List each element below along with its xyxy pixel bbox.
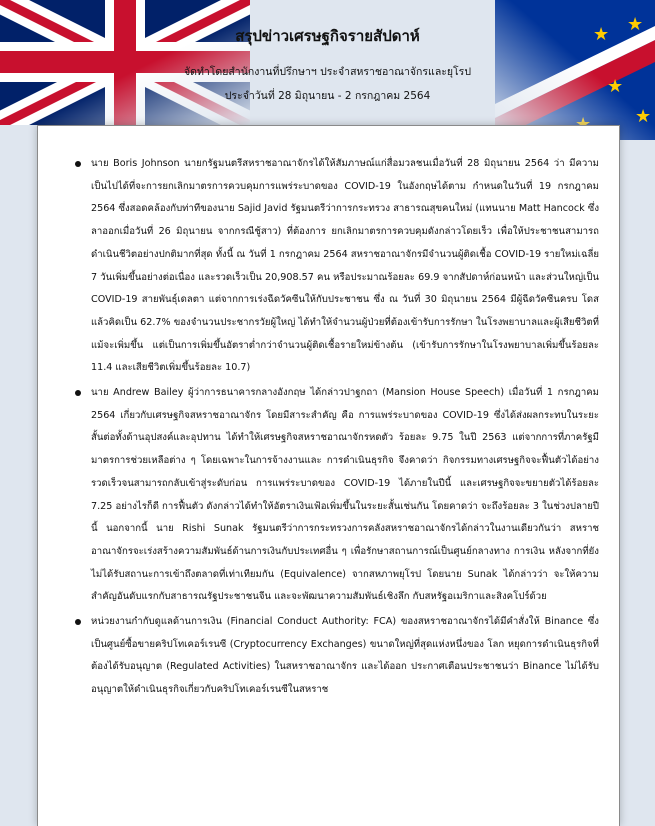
- report-title: สรุปข่าวเศรษฐกิจรายสัปดาห์: [235, 27, 420, 45]
- news-item: [91, 611, 599, 702]
- bullet-icon: [75, 390, 81, 396]
- news-item-text: นาย Andrew Bailey ผู้ว่าการธนาคารกลางอังกฤษ ได้กล่าวปาฐกถา (Mansion House Speech) เมื่อวันที่ 1 กรกฎาคม 2564 เกี่ยวกับเศรษฐกิจสหราชอาณาจักร โดยมีสาระสำคัญ คือ การแพร่ระบาดของ COVID-19 ซึ่งได้ส่งผลกระทบในระยะสั้นต่อทั้งด้านอุปสงค์และอุปทาน ได้ทำให้เศรษฐกิจสหราชอาณาจักรหดตัว ร้อยละ 9.75 ในปี 2563 แต่จากการที่ภาครัฐมีมาตรการช่วยเหลือต่าง ๆ โดยเฉพาะในการจ้างงานและ การดำเนินธุรกิจ จึงคาดว่า กิจกรรมทางเศรษฐกิจจะฟื้นตัวได้อย่างรวดเร็วจนสามารถกลับเข้าสู่ระดับก่อน การแพร่ระบาดของ COVID-19 ได้ภายในปีนี้ และเศรษฐกิจจะขยายตัวได้ร้อยละ 7.25 อย่างไรก็ดี การฟื้นตัว ดังกล่าวได้ทำให้อัตราเงินเฟ้อเพิ่มขึ้นในระยะสั้นเช่นกัน โดยคาดว่า จะถึงร้อยละ 3 ในช่วงปลายปีนี้ นอกจากนี้ นาย Rishi Sunak รัฐมนตรีว่าการกระทรวงการคลังสหราชอาณาจักรได้กล่าวในงานเดียวกันว่า สหราช อาณาจักรจะเร่งสร้างความสัมพันธ์ด้านการเงินกับประเทศอื่น ๆ เพื่อรักษาสถานการณ์เป็นศูนย์กลางทาง การเงิน หลังจากที่ยังไม่ได้รับสถานะการเข้าถึงตลาดที่เท่าเทียมกัน (Equivalence) จากสหภาพยุโรป โดยนาย Sunak ได้กล่าวว่า จะให้ความสำคัญอันดับแรกกับสาธารณรัฐประชาชนจีน และจะพัฒนาความสัมพันธ์เชิงลึก กับสหรัฐอเมริกาและสิงคโปร์ด้วย: [91, 387, 599, 603]
- news-item: [91, 153, 599, 380]
- report-header: [0, 24, 655, 108]
- bullet-icon: [75, 161, 81, 167]
- report-period: ประจำวันที่ 28 มิถุนายน - 2 กรกฎาคม 2564: [224, 90, 431, 102]
- news-item-text: นาย Boris Johnson นายกรัฐมนตรีสหราชอาณาจักรได้ให้สัมภาษณ์แก่สื่อมวลชนเมื่อวันที่ 28 มิถุนายน 2564 ว่า มีความเป็นไปได้ที่จะการยกเลิกมาตรการควบคุมการแพร่ระบาดของ COVID-19 ในอังกฤษได้ตาม กำหนดในวันที่ 19 กรกฎาคม 2564 ซึ่งสอดคล้องกับท่าทีของนาย Sajid Javid รัฐมนตรีว่าการกระทรวง สาธารณสุขคนใหม่ (แทนนาย Matt Hancock ซึ่งลาออกเมื่อวันที่ 26 มิถุนายน จากกรณีชู้สาว) ที่ต้องการ ยกเลิกมาตรการควบคุมดังกล่าวโดยเร็ว เพื่อให้ประชาชนสามารถดำเนินชีวิตอย่างปกติมากที่สุด ทั้งนี้ ณ วันที่ 1 กรกฎาคม 2564 สหราชอาณาจักรมีจำนวนผู้ติดเชื้อ COVID-19 รายใหม่เฉลี่ย 7 วันเพิ่มขึ้นอย่างต่อเนื่อง และรวดเร็วเป็น 20,908.57 คน หรือประมาณร้อยละ 69.9 จากสัปดาห์ก่อนหน้า และส่วนใหญ่เป็น COVID-19 สายพันธุ์เดลตา แต่จากการเร่งฉีดวัคซีนให้กับประชาชน ซึ่ง ณ วันที่ 30 มิถุนายน 2564 มีผู้ฉีดวัคซีนครบ โดสแล้วคิดเป็น 62.7% ของจำนวนประชากรวัยผู้ใหญ่ ได้ทำให้จำนวนผู้ป่วยที่ต้องเข้ารับการรักษา ในโรงพยาบาลและผู้เสียชีวิตที่แม้จะเพิ่มขึ้น แต่เป็นการเพิ่มขึ้นอัตราต่ำกว่าจำนวนผู้ติดเชื้อรายใหม่ข้างต้น (เข้ารับการรักษาในโรงพยาบาลเพิ่มขึ้นร้อยละ 11.4 และเสียชีวิตเพิ่มขึ้นร้อยละ 10.7): [91, 158, 599, 374]
- bullet-icon: [75, 619, 81, 625]
- news-panel: [37, 125, 620, 826]
- news-item-text: หน่วยงานกำกับดูแลด้านการเงิน (Financial Conduct Authority: FCA) ของสหราชอาณาจักรได้มีคำสั่งให้ Binance ซึ่งเป็นศูนย์ซื้อขายคริปโทเคอร์เรนซี (Cryptocurrency Exchanges) ขนาดใหญ่ที่สุดแห่งหนึ่งของ โลก หยุดการดำเนินธุรกิจที่ต้องได้รับอนุญาต (Regulated Activities) ในสหราชอาณาจักร และได้ออก ประกาศเตือนประชาชนว่า Binance ไม่ได้รับอนุญาตให้ดำเนินธุรกิจเกี่ยวกับคริปโทเคอร์เรนซีในสหราช: [91, 616, 599, 696]
- report-prepared-by: จัดทำโดยสำนักงานที่ปรึกษาฯ ประจำสหราชอาณาจักรและยุโรป: [184, 66, 471, 78]
- news-list: [38, 126, 619, 702]
- news-item: [91, 382, 599, 609]
